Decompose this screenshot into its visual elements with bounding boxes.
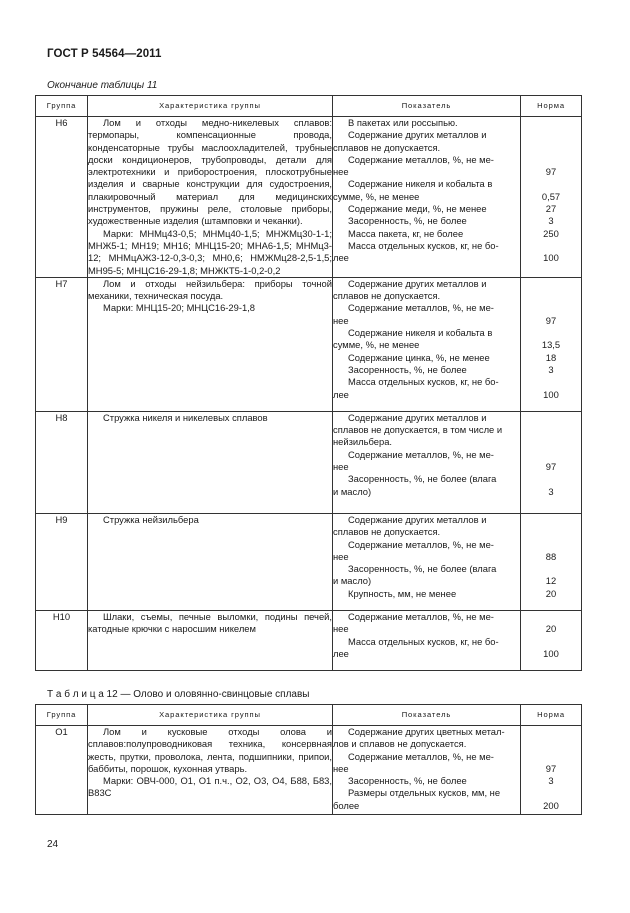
norm-value: 97 [545,762,557,774]
indicator-line: и масло) [333,485,372,497]
indicator-line: сплавов не допускается. [333,141,441,153]
table-row [36,513,582,610]
indicator-cell [333,411,521,513]
table-row [36,117,582,278]
indicator-line: Масса отдельных кусков, кг, не бо- [348,239,499,251]
indicator-line: Содержание металлов, %, не ме- [348,538,494,550]
characteristic-paragraph: Лом и отходы нейзильбера: приборы точной механики, техническая посуда. [88,277,332,302]
indicator-line: Содержание никеля и кобальта в [348,178,493,190]
norm-value [521,117,581,129]
indicator-line: Засоренность, %, не более [348,363,467,375]
page-number: 24 [47,839,59,850]
indicator-line: лее [333,252,349,264]
norm-value [521,327,581,339]
norm-value [521,376,581,388]
indicator-line: Содержание других металлов и [348,277,487,289]
norm-value [521,563,581,575]
norm-value: 0,57 [541,190,561,202]
norm-value: 100 [543,252,559,264]
indicator-line: лее [333,647,349,659]
table-12-caption: Т а б л и ц а 12 — Олово и оловянно-свинцовые сплавы [47,689,310,700]
norm-value: 97 [545,314,557,326]
indicator-line: Содержание металлов, %, не ме- [348,448,494,460]
norm-value [521,278,581,290]
column-header-group: Группа [36,705,88,726]
indicator-line: Засоренность, %, не более [348,215,467,227]
column-header-indicator: Показатель [333,96,521,117]
norm-value [521,787,581,799]
indicator-line: нее [333,762,349,774]
norm-value [521,751,581,763]
characteristic-paragraph: Лом и отходы медно-никелевых сплавов: термопары, компенсационные провода, конденсаторные трубы маслоохладителей, трубные доски кондиционеров, трубопроводы, детали для электротехники и приборостроения, плоскотрубные изделия и сварные конструкции для судостроения, плакировочный материал для медицинских инструментов, пружины реле, столовые приборы, художественные изделия (штамповки и чеканки). [88,117,332,227]
document-header-title: ГОСТ Р 54564—2011 [47,48,162,60]
group-characteristic [88,726,333,815]
norm-value [521,154,581,166]
norm-cell [521,277,582,411]
column-header-indicator: Показатель [333,705,521,726]
indicator-line: более [333,799,360,811]
norm-value: 18 [545,351,557,363]
indicator-cell [333,117,521,278]
indicator-line: нейзильбера. [333,436,393,448]
table-row [36,411,582,513]
indicator-cell [333,726,521,815]
group-characteristic [88,513,333,610]
indicator-line: нее [333,461,349,473]
group-code: Н8 [36,411,88,513]
column-header-norm: Норма [521,705,582,726]
indicator-line: Засоренность, %, не более [348,775,467,787]
norm-cell [521,610,582,670]
characteristic-paragraph: Марки: МНЦ15-20; МНЦС16-29-1,8 [103,302,256,314]
norm-value: 20 [545,623,557,635]
norm-value [521,526,581,538]
table-continuation-caption: Окончание таблицы 11 [47,80,158,91]
indicator-line: нее [333,166,349,178]
characteristic-paragraph: Лом и кусковые отходы олова и сплавов:полупроводниковая техника, консервная жесть, прутки, проволока, лента, подшипники, припои, баббиты, порошок, кухонная утварь. [88,726,332,774]
indicator-line: Содержание других металлов и [348,411,487,423]
norm-value [521,290,581,302]
norm-value: 250 [543,227,559,239]
indicator-line: Крупность, мм, не менее [348,587,457,599]
group-code: Н6 [36,117,88,278]
indicator-line: Размеры отдельных кусков, мм, не [348,787,501,799]
norm-cell [521,411,582,513]
table-11 [35,95,582,671]
group-characteristic [88,610,333,670]
group-code: О1 [36,726,88,815]
norm-value: 3 [548,485,554,497]
column-header-characteristic: Характеристика группы [88,705,333,726]
group-characteristic [88,411,333,513]
indicator-line: сумме, %, не менее [333,339,420,351]
norm-value: 88 [545,550,557,562]
characteristic-paragraph: Стружка нейзильбера [103,513,199,525]
indicator-line: Содержание других цветных метал- [348,726,505,737]
norm-cell [521,513,582,610]
norm-value [521,449,581,461]
norm-value: 200 [543,799,559,811]
indicator-line: Засоренность, %, не более (влага [348,473,497,485]
indicator-line: лов и сплавов не допускается. [333,738,467,750]
norm-cell [521,117,582,278]
norm-value [521,129,581,141]
norm-value: 3 [548,363,554,375]
indicator-line: сплавов не допускается, в том числе и [333,424,503,436]
indicator-line: Содержание металлов, %, не ме- [348,153,494,165]
norm-value [521,302,581,314]
indicator-line: Масса отдельных кусков, кг, не бо- [348,635,499,647]
indicator-line: нее [333,314,349,326]
indicator-line: лее [333,388,349,400]
group-code: Н7 [36,277,88,411]
norm-value: 12 [545,575,557,587]
norm-value: 13,5 [541,339,561,351]
norm-value [521,424,581,436]
column-header-norm: Норма [521,96,582,117]
norm-value [521,636,581,648]
norm-value [521,611,581,623]
norm-value: 20 [545,587,557,599]
characteristic-paragraph: Марки: МНМц43-0,5; МНМц40-1,5; МНЖМц30-1-1; МНЖ5-1; МН19; МН16; МНЦ15-20; МНА6-1,5; МНМц3-12; МНМцАЖ3-12-0,3-0,3; МН0,6; НМЖМц28-2,5-1,5; МН95-5; МНЦС16-29-1,8; МНЖКТ5-1-0,2-0,2 [88,227,332,276]
indicator-line: Масса пакета, кг, не более [348,227,464,239]
norm-value: 97 [545,461,557,473]
indicator-line: Содержание цинка, %, не менее [348,351,490,363]
norm-value: 27 [545,203,557,215]
norm-value [521,726,581,738]
indicator-line: сплавов не допускается. [333,290,441,302]
indicator-line: сумме, %, не менее [333,190,420,202]
group-characteristic [88,117,333,278]
table-row [36,726,582,815]
norm-value [521,178,581,190]
group-code: Н10 [36,610,88,670]
norm-value [521,412,581,424]
indicator-line: Содержание металлов, %, не ме- [348,302,494,314]
indicator-cell [333,610,521,670]
indicator-line: и масло) [333,575,372,587]
table-row [36,277,582,411]
norm-value [521,514,581,526]
norm-value [521,142,581,154]
indicator-line: Содержание металлов, %, не ме- [348,750,494,762]
indicator-line: В пакетах или россыпью. [348,117,458,128]
characteristic-paragraph: Шлаки, съемы, печные выломки, подины печей, катодные крючки с наросшим никелем [88,610,332,635]
indicator-line: Содержание никеля и кобальта в [348,327,493,339]
norm-value [521,473,581,485]
indicator-line: сплавов не допускается. [333,526,441,538]
norm-value [521,539,581,551]
indicator-line: Содержание других металлов и [348,129,487,141]
table-row [36,610,582,670]
norm-value [521,738,581,750]
table-12-header-row [36,705,582,726]
indicator-cell [333,277,521,411]
indicator-line: Засоренность, %, не более (влага [348,563,497,575]
norm-value: 3 [548,215,554,227]
indicator-cell [333,513,521,610]
norm-value: 3 [548,775,554,787]
column-header-characteristic: Характеристика группы [88,96,333,117]
column-header-group: Группа [36,96,88,117]
group-characteristic [88,277,333,411]
indicator-line: нее [333,623,349,635]
table-12 [35,704,582,815]
norm-value: 100 [543,388,559,400]
table-11-header-row [36,96,582,117]
indicator-line: Масса отдельных кусков, кг, не бо- [348,376,499,388]
indicator-line: Содержание других металлов и [348,513,487,525]
indicator-line: Содержание металлов, %, не ме- [348,610,494,622]
indicator-line: Содержание меди, %, не менее [348,203,487,215]
group-code: Н9 [36,513,88,610]
norm-cell [521,726,582,815]
indicator-line: нее [333,550,349,562]
characteristic-paragraph: Марки: ОВЧ-000, О1, О1 п.ч., О2, О3, О4, Б88, Б83, В83С [88,775,332,799]
characteristic-paragraph: Стружка никеля и никелевых сплавов [103,411,268,423]
norm-value: 97 [545,166,557,178]
norm-value: 100 [543,647,559,659]
norm-value [521,436,581,448]
norm-value [521,240,581,252]
